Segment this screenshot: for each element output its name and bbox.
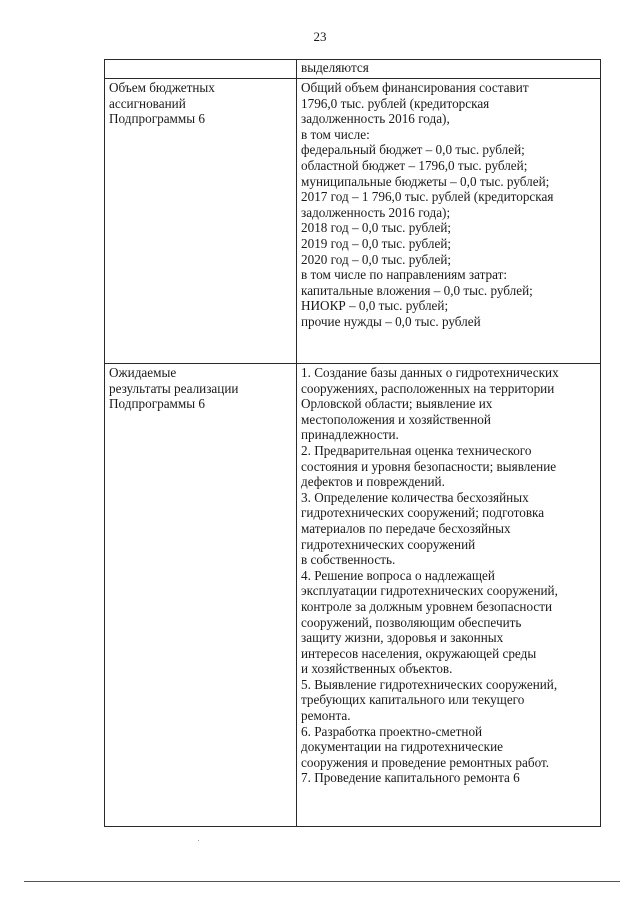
results-text-line: контроле за должным уровнем безопасности bbox=[301, 598, 553, 614]
budget-text-line: 2017 год – 1 796,0 тыс. рублей (кредиторская bbox=[301, 189, 554, 205]
continuation-right-cell: выделяются bbox=[297, 60, 601, 79]
budget-label-cell bbox=[105, 79, 297, 364]
results-label-line: результаты реализации bbox=[109, 380, 239, 396]
results-text-line: сооружений, позволяющим обеспечить bbox=[301, 614, 522, 630]
results-text-line: 1. Создание базы данных о гидротехнических bbox=[301, 365, 559, 380]
results-text-line: документации на гидротехнические bbox=[301, 739, 503, 755]
results-text-line: материалов по передаче бесхозяйных bbox=[301, 520, 511, 536]
results-text-line: сооружения и проведение ремонтных работ. bbox=[301, 754, 550, 770]
budget-text-line: 2020 год – 0,0 тыс. рублей; bbox=[301, 251, 452, 267]
budget-text-line: 1796,0 тыс. рублей (кредиторская bbox=[301, 95, 490, 111]
budget-text-line: муниципальные бюджеты – 0,0 тыс. рублей; bbox=[301, 173, 550, 189]
results-text-line: 4. Решение вопроса о надлежащей bbox=[301, 567, 495, 583]
budget-label-line: Объем бюджетных bbox=[109, 80, 215, 95]
results-text-line: требующих капитального или текущего bbox=[301, 692, 525, 708]
results-text-line: в собственность. bbox=[301, 552, 396, 568]
results-value-cell bbox=[297, 364, 601, 827]
results-text-line: состояния и уровня безопасности; выявление bbox=[301, 458, 557, 474]
budget-text-line: в том числе по направлениям затрат: bbox=[301, 267, 508, 283]
budget-text-line: капитальные вложения – 0,0 тыс. рублей; bbox=[301, 282, 533, 298]
budget-text-line: 2019 год – 0,0 тыс. рублей; bbox=[301, 235, 452, 251]
table-row-continuation bbox=[105, 60, 601, 79]
results-text-line: 6. Разработка проектно-сметной bbox=[301, 723, 483, 739]
budget-value-cell bbox=[297, 79, 601, 364]
results-text-line: местоположения и хозяйственной bbox=[301, 411, 491, 427]
page-number: 23 bbox=[313, 29, 327, 44]
budget-text-line: прочие нужды – 0,0 тыс. рублей bbox=[301, 313, 481, 329]
budget-text-line: Общий объем финансирования составит bbox=[301, 80, 529, 95]
results-text-line: дефектов и повреждений. bbox=[301, 474, 445, 490]
table-row-budget bbox=[105, 79, 601, 364]
results-text-line: 2. Предварительная оценка технического bbox=[301, 442, 532, 458]
results-label-line: Подпрограммы 6 bbox=[109, 396, 205, 412]
results-label-line: Ожидаемые bbox=[109, 365, 177, 380]
budget-text-line: задолженность 2016 года), bbox=[301, 111, 450, 127]
budget-label-line: Подпрограммы 6 bbox=[109, 111, 205, 127]
results-text-line: защиту жизни, здоровья и законных bbox=[301, 630, 504, 646]
results-text-line: 3. Определение количества бесхозяйных bbox=[301, 489, 529, 505]
bottom-rule bbox=[24, 881, 620, 882]
budget-text-line: 2018 год – 0,0 тыс. рублей; bbox=[301, 220, 452, 236]
results-text-line: принадлежности. bbox=[301, 427, 399, 443]
results-text-line: Орловской области; выявление их bbox=[301, 396, 493, 412]
passport-table bbox=[104, 59, 601, 827]
results-text-line: 7. Проведение капитального ремонта 6 bbox=[301, 770, 520, 786]
results-text-line: эксплуатации гидротехнических сооружений, bbox=[301, 583, 558, 599]
budget-text-line: областной бюджет – 1796,0 тыс. рублей; bbox=[301, 157, 528, 173]
results-label-cell bbox=[105, 364, 297, 827]
results-text-line: интересов населения, окружающей среды bbox=[301, 645, 537, 661]
results-text-line: ремонта. bbox=[301, 708, 351, 724]
budget-text-line: в том числе: bbox=[301, 126, 370, 142]
results-text-line: 5. Выявление гидротехнических сооружений, bbox=[301, 676, 558, 692]
budget-text-line: НИОКР – 0,0 тыс. рублей; bbox=[301, 298, 449, 314]
table-row-results bbox=[105, 364, 601, 827]
results-text-line: и хозяйственных объектов. bbox=[301, 661, 453, 677]
budget-text-line: задолженность 2016 года); bbox=[301, 204, 451, 220]
results-text-line: сооружениях, расположенных на территории bbox=[301, 380, 555, 396]
continuation-left-cell bbox=[105, 60, 297, 79]
results-text-line: гидротехнических сооружений; подготовка bbox=[301, 505, 545, 521]
budget-label-line: ассигнований bbox=[109, 95, 186, 111]
budget-text-line: федеральный бюджет – 0,0 тыс. рублей; bbox=[301, 142, 525, 158]
scan-speck bbox=[198, 840, 199, 841]
results-text-line: гидротехнических сооружений bbox=[301, 536, 476, 552]
